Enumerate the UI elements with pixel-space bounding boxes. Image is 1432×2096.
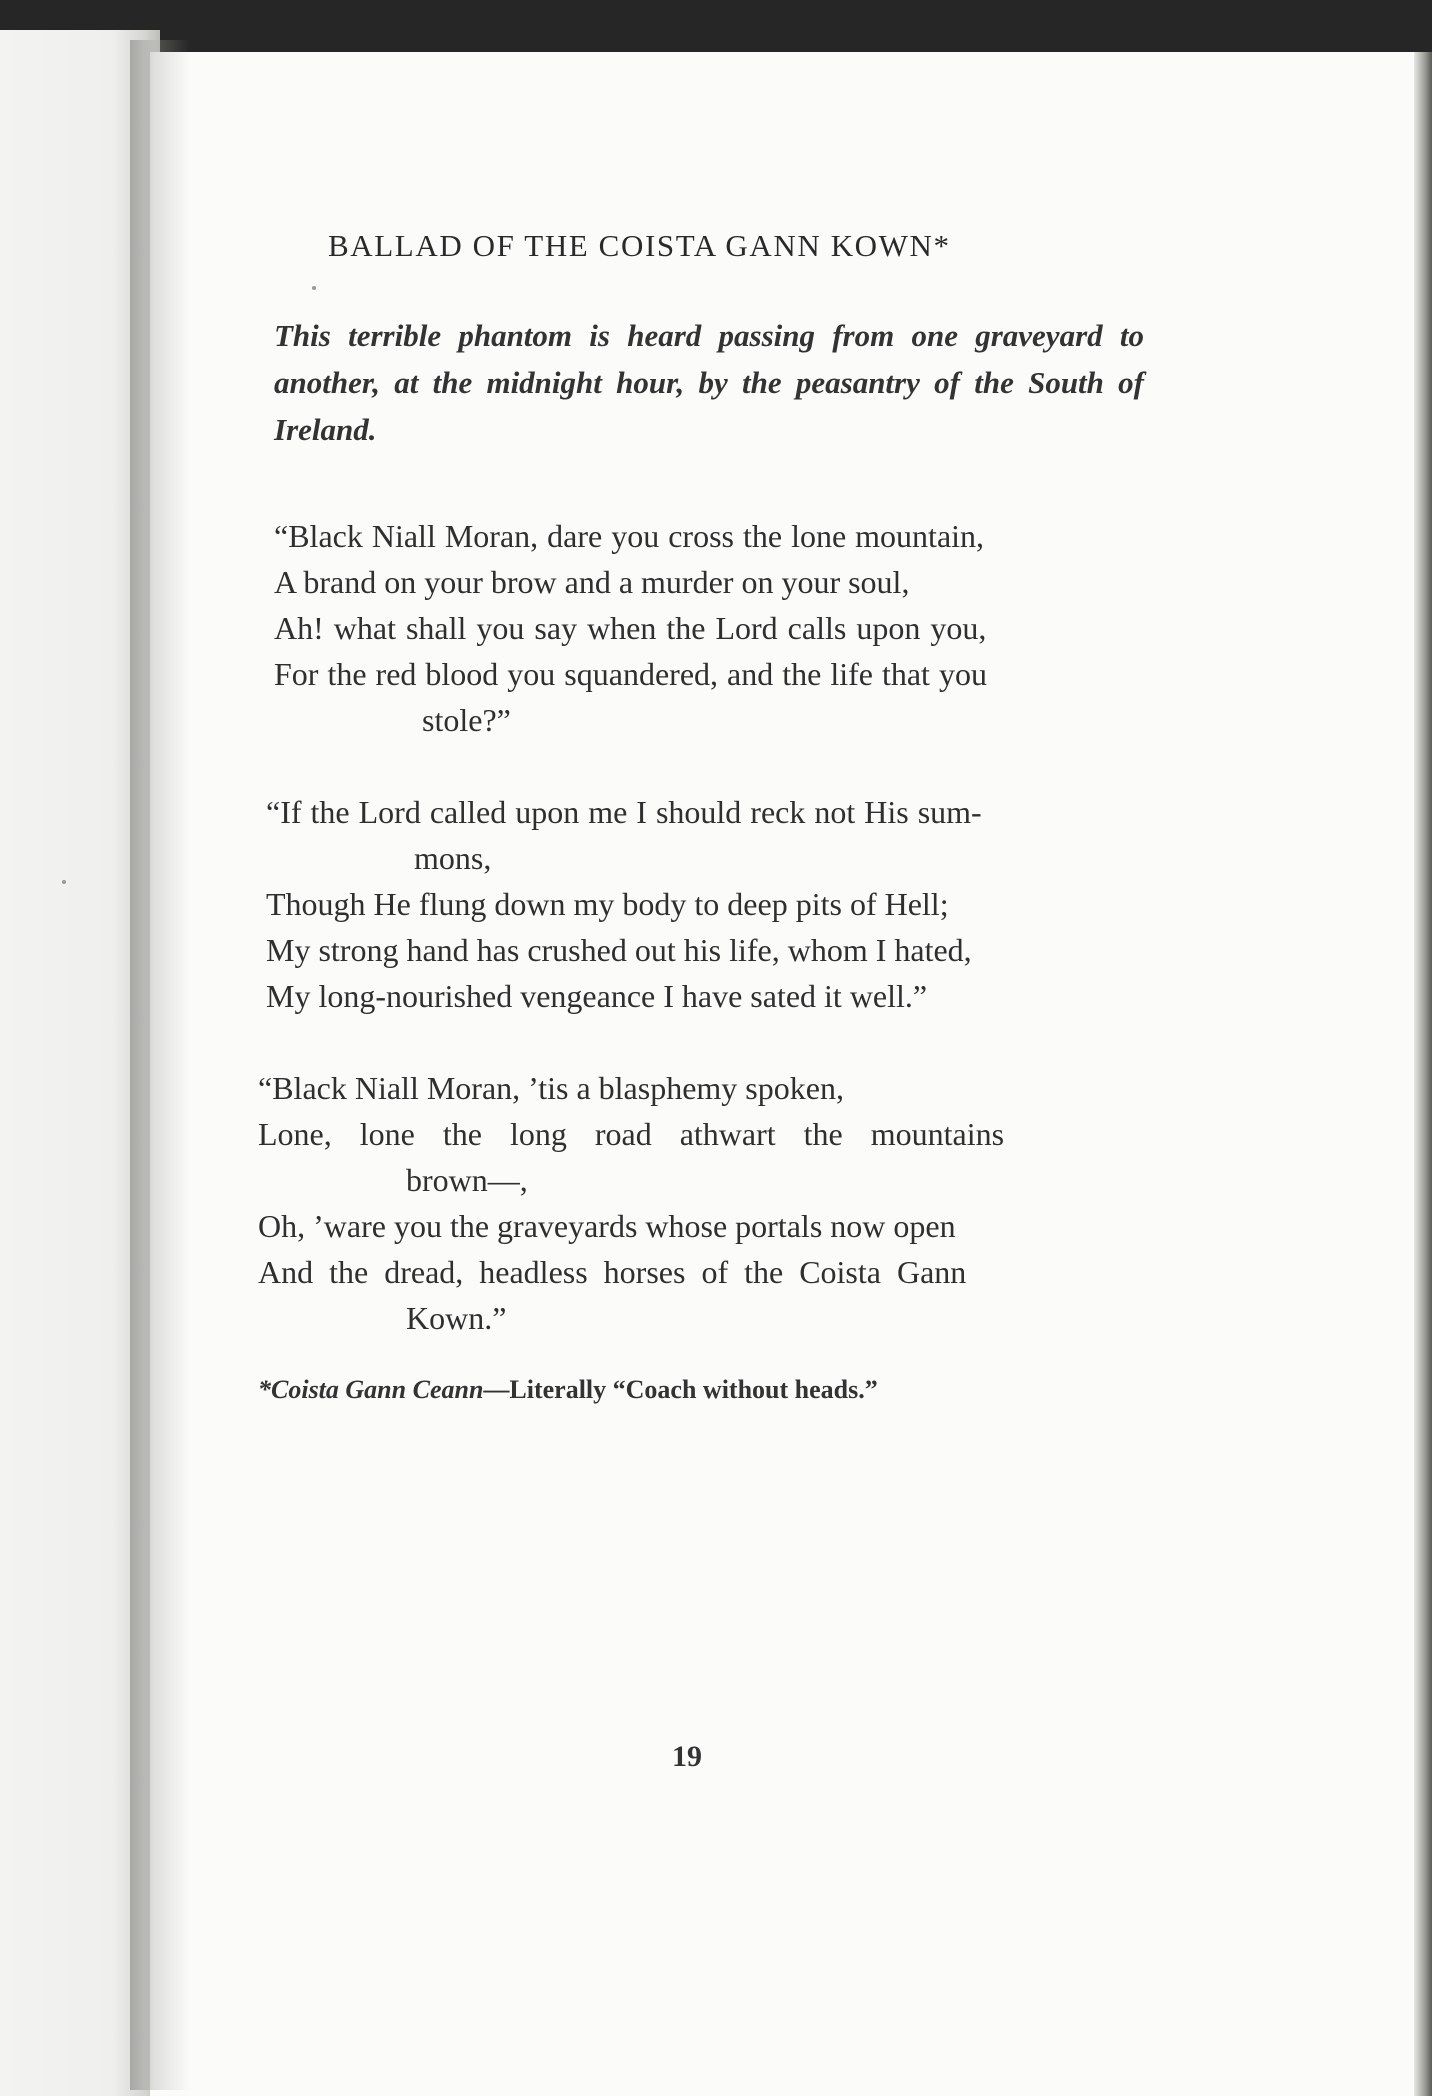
verse-line: Oh, ’ware you the graveyards whose portals now open	[258, 1208, 956, 1244]
footnote-text: —Literally “Coach without heads.”	[483, 1375, 878, 1404]
right-page-edge	[1414, 52, 1432, 2096]
verse-line: My long-nourished vengeance I have sated it well.”	[266, 978, 928, 1014]
verse-line: And the dread, headless horses of the Coista Gann	[258, 1254, 967, 1290]
verse-line: My strong hand has crushed out his life, whom I hated,	[266, 932, 972, 968]
verse-line: Ah! what shall you say when the Lord calls upon you,	[274, 610, 987, 646]
footnote-term: *Coista Gann Ceann	[258, 1375, 484, 1404]
verse-line-continuation: stole?”	[422, 702, 511, 738]
stanza-3	[258, 1065, 1158, 1341]
verse-line: “If the Lord called upon me I should reck not His sum-	[266, 794, 982, 830]
verse-line: A brand on your brow and a murder on your soul,	[274, 564, 910, 600]
intro-note: This terrible phantom is heard passing from one graveyard to another, at the midnight hour, by the peasantry of the South of Ireland.	[274, 318, 1144, 447]
verse-line-continuation: brown—,	[406, 1162, 528, 1198]
poem-title: BALLAD OF THE COISTA GANN KOWN*	[328, 228, 951, 263]
gutter-shadow	[130, 40, 190, 2090]
footnote	[258, 1375, 1158, 1405]
page-number: 19	[672, 1740, 702, 1773]
verse-line: Though He flung down my body to deep pits of Hell;	[266, 886, 949, 922]
verse-line: Lone, lone the long road athwart the mountains	[258, 1116, 1005, 1152]
verse-line: For the red blood you squandered, and the life that you	[274, 656, 987, 692]
verse-line-continuation: Kown.”	[406, 1300, 507, 1336]
verse-line: “Black Niall Moran, dare you cross the lone mountain,	[274, 518, 985, 554]
verse-line-continuation: mons,	[414, 840, 492, 876]
stanza-1	[258, 513, 1158, 743]
stanza-2	[258, 789, 1158, 1019]
verse-line: “Black Niall Moran, ’tis a blasphemy spoken,	[258, 1070, 844, 1106]
page-content	[258, 228, 1158, 1405]
paper-speck	[62, 880, 66, 884]
